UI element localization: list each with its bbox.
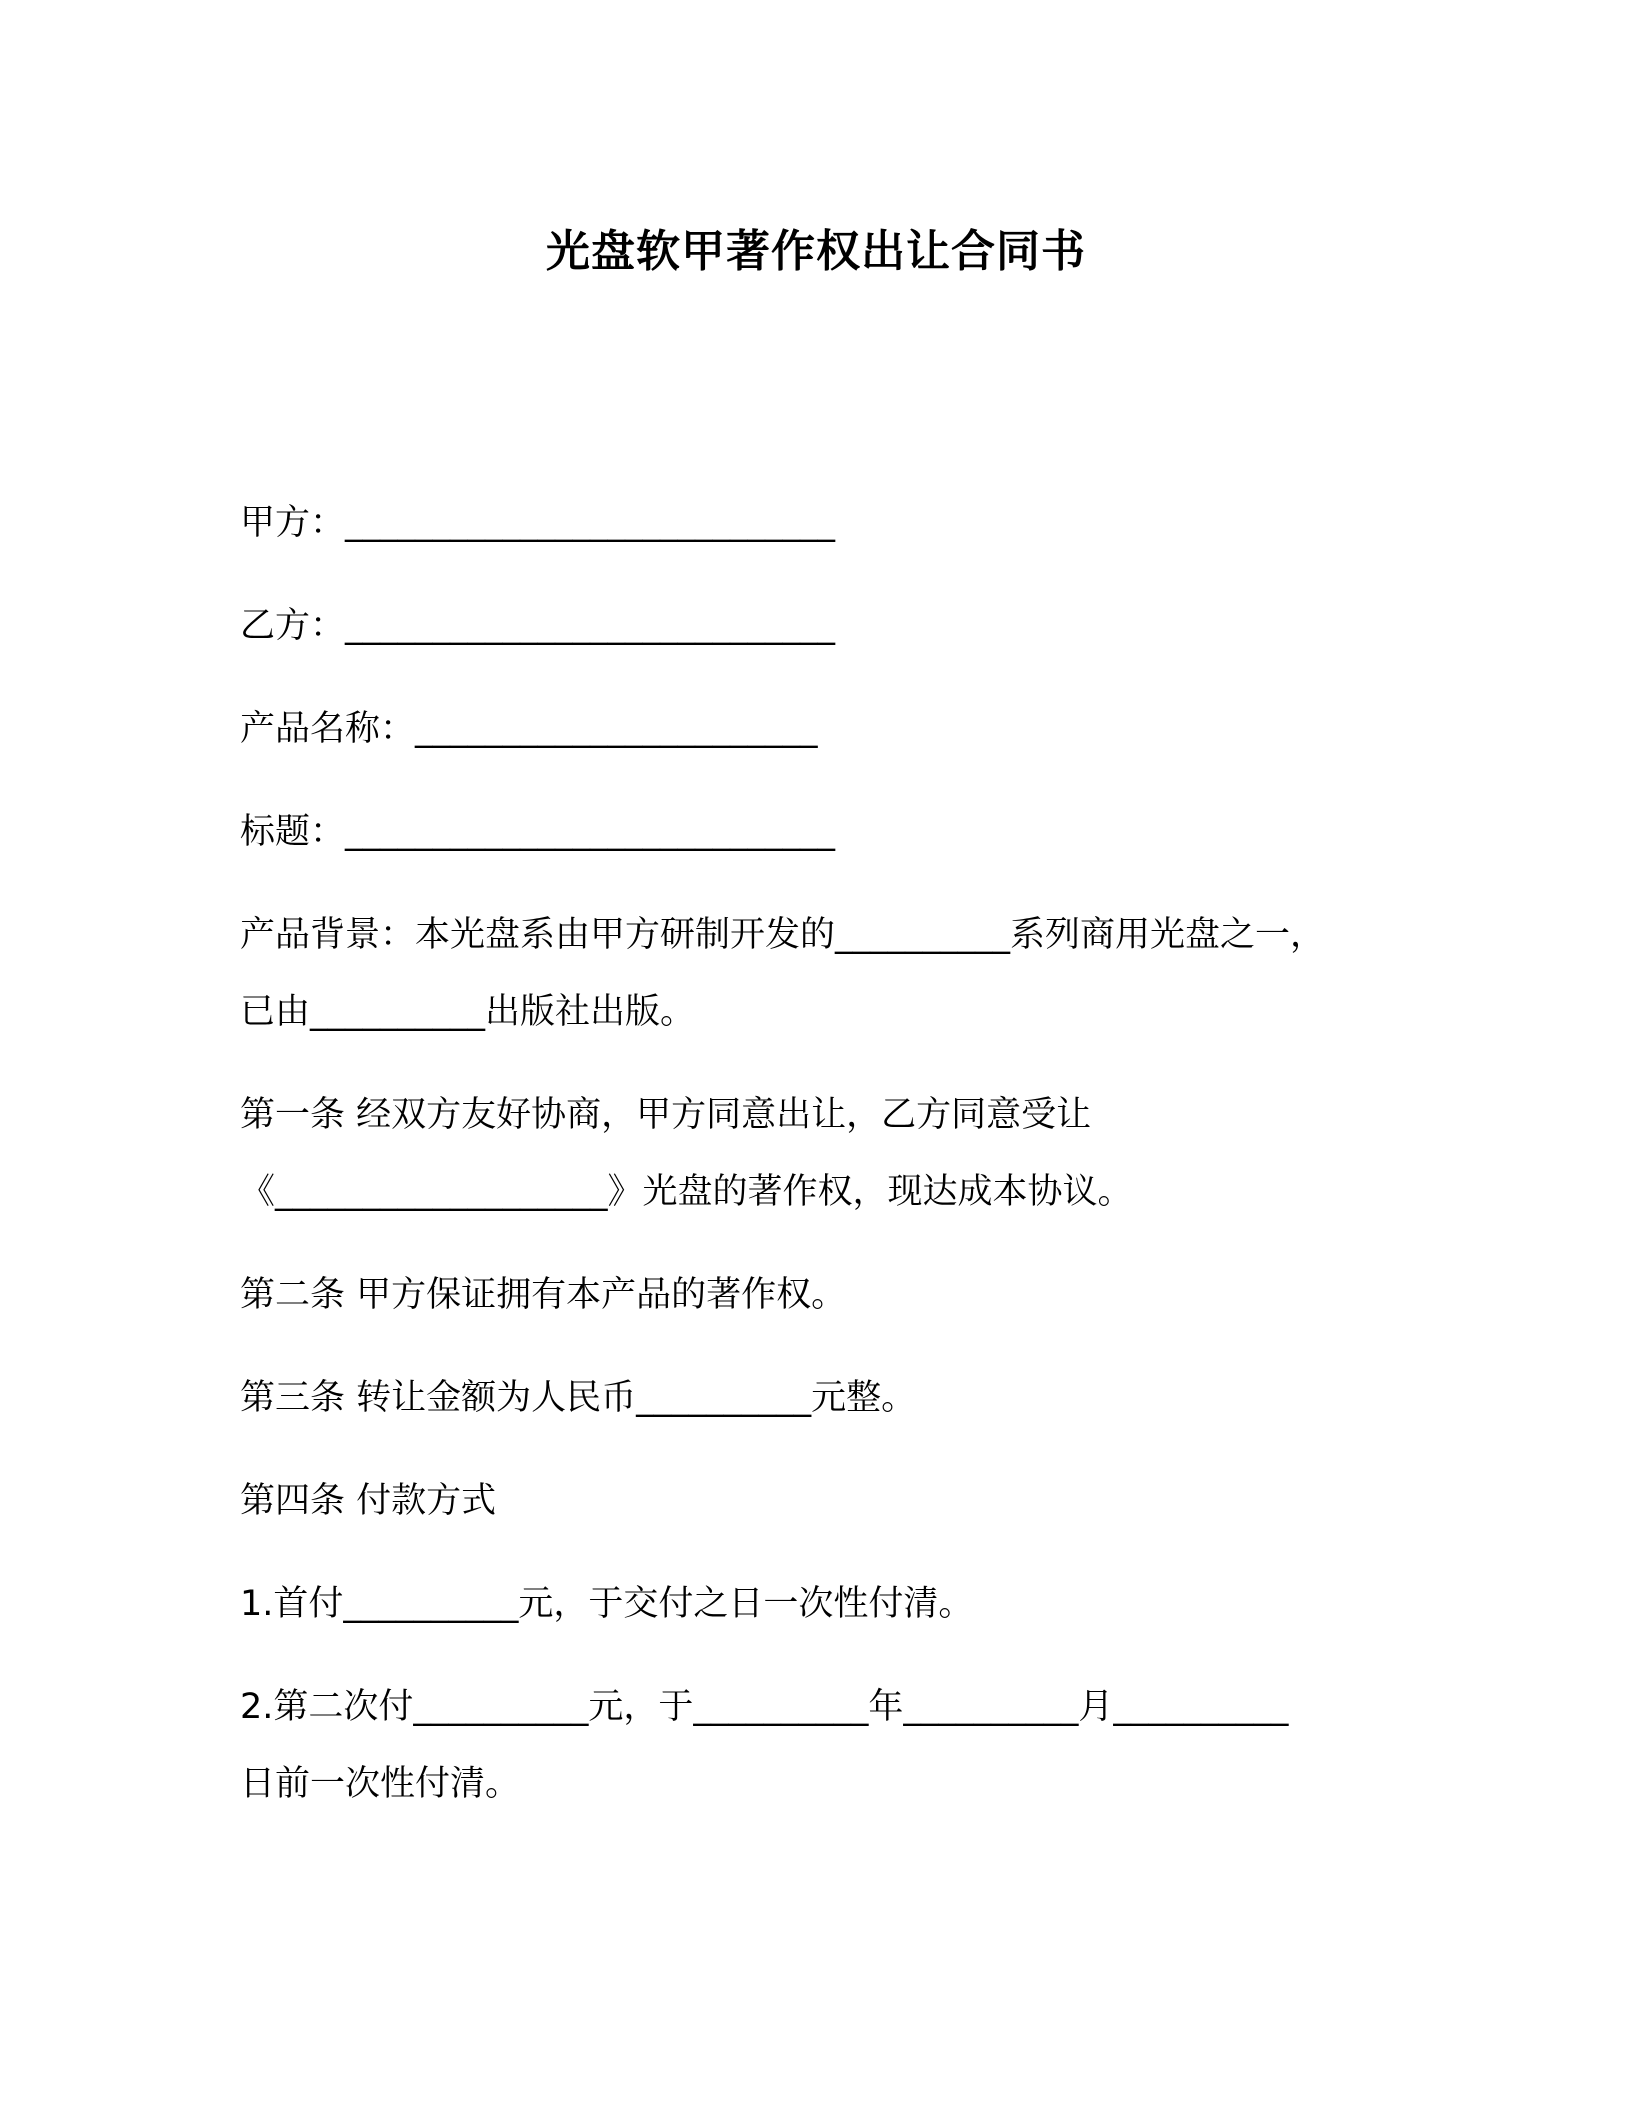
party-b-line: 乙方：____________________________ [240, 606, 836, 646]
payment-item-2-line-2: 日前一次性付清。 [240, 1764, 521, 1804]
document-title: 光盘软甲著作权出让合同书 [546, 226, 1086, 277]
article-1-line-1: 第一条 经双方友好协商，甲方同意出让，乙方同意受让 [240, 1095, 1092, 1135]
background-line-2: 已由__________出版社出版。 [240, 992, 696, 1032]
article-4-heading: 第四条 付款方式 [240, 1481, 497, 1521]
article-3-line: 第三条 转让金额为人民币__________元整。 [240, 1378, 917, 1418]
article-2-line: 第二条 甲方保证拥有本产品的著作权。 [240, 1275, 847, 1315]
subject-line: 标题：____________________________ [240, 812, 836, 852]
article-1-line-2: 《___________________》光盘的著作权，现达成本协议。 [240, 1172, 1133, 1212]
background-line-1: 产品背景：本光盘系由甲方研制开发的__________系列商用光盘之一， [240, 915, 1326, 955]
party-a-line: 甲方：____________________________ [240, 503, 836, 543]
payment-item-2-line-1: 2.第二次付__________元，于__________年__________月__________ [240, 1687, 1289, 1727]
payment-item-1: 1.首付__________元，于交付之日一次性付清。 [240, 1584, 974, 1624]
product-name-line: 产品名称：_______________________ [240, 709, 818, 749]
